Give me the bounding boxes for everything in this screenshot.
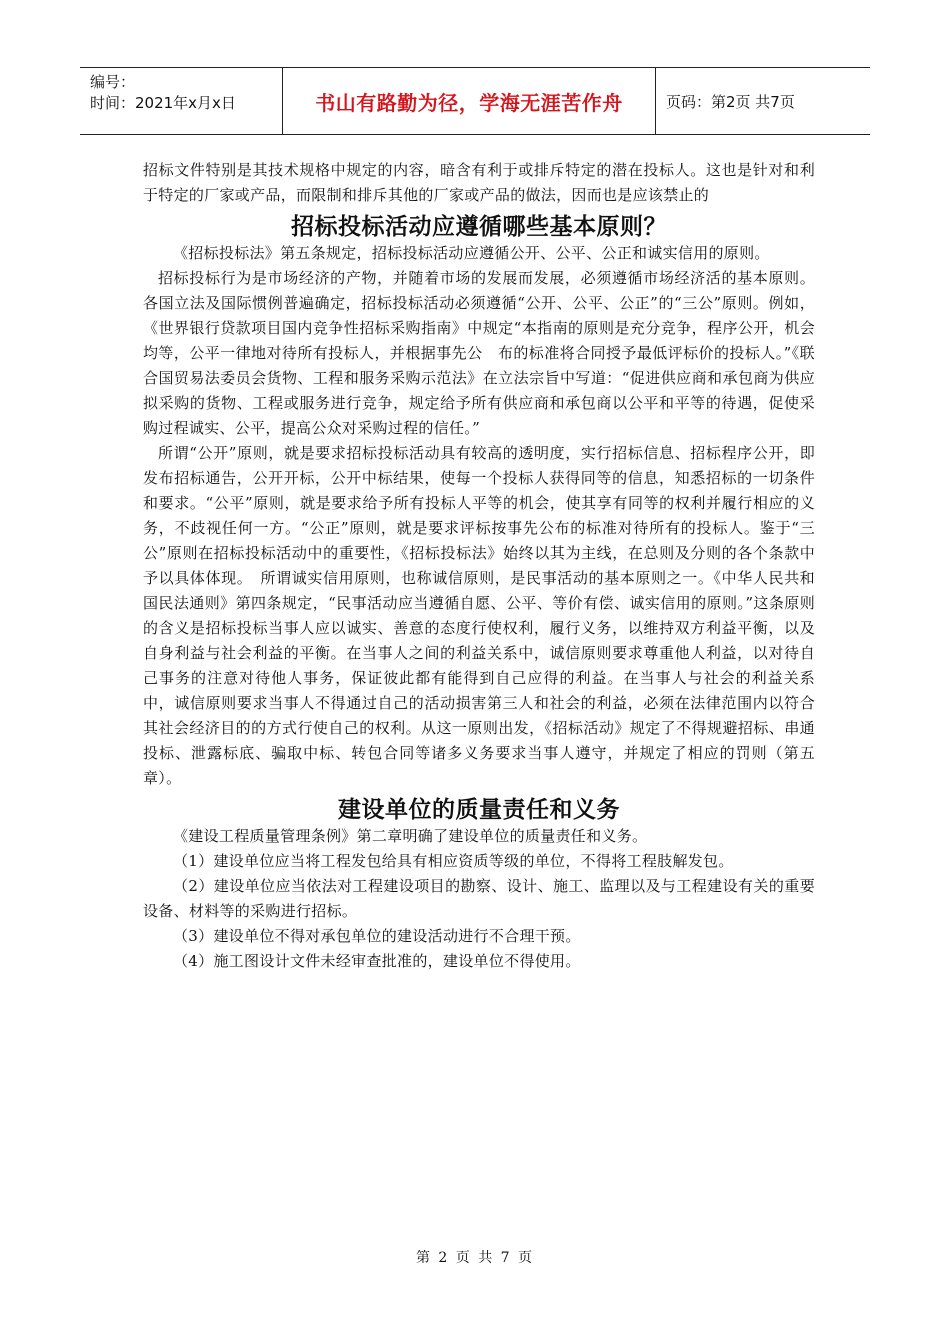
page-footer: 第 2 页 共 7 页 [415,1250,535,1266]
document-body [143,158,815,974]
header-table [80,67,870,135]
section-title-owner-quality-duties: 建设单位的质量责任和义务 [338,797,620,823]
section1-paragraph-1: 《招标投标法》第五条规定，招标投标活动应遵循公开、公平、公正和诚实信用的原则。 [173,244,770,262]
section-title-bidding-principles: 招标投标活动应遵循哪些基本原则？ [291,214,667,240]
intro-paragraph: 招标文件特别是其技术规格中规定的内容，暗含有利于或排斥特定的潜在投标人。这也是针对和利于特定的厂家或产品，而限制和排斥其他的厂家或产品的做法，因而也是应该禁止的 [143,161,815,204]
section2-paragraph-1: 《建设工程质量管理条例》第二章明确了建设单位的质量责任和义务。 [173,827,648,845]
section2-item-2: （2）建设单位应当依法对工程建设项目的勘察、设计、施工、监理以及与工程建设有关的重要设备、材料等的采购进行招标。 [143,877,815,920]
header-meta [80,68,282,134]
section2-item-1: （1）建设单位应当将工程发包给具有相应资质等级的单位，不得将工程肢解发包。 [173,852,734,870]
number-label: 编号： [90,73,136,91]
section1-paragraph-3: 所谓“公开”原则，就是要求招标投标活动具有较高的透明度，实行招标信息、招标程序公开，即发布招标通告，公开开标，公开中标结果，使每一个投标人获得同等的信息，知悉招标的一切条件和要求。“公平”原则，就是要求给予所有投标人平等的机会，使其享有同等的权利并履行相应的义务，不歧视任何一方。“公正”原则，就是要求评标按事先公布的标准对待所有的投标人。鉴于“三公”原则在招标投标活动中的重要性，《招标投标法》始终以其为主线，在总则及分则的各个条款中予以具体体现。 所谓诚实信用原则，也称诚信原则，是民事活动的基本原则之一。《中华人民共和国民法通则》第四条规定，“民事活动应当遵循自愿、公平、等价有偿、诚实信用的原则。”这条原则的含义是招标投标当事人应以诚实、善意的态度行使权利，履行义务，以维持双方利益平衡，以及自身利益与社会利益的平衡。在当事人之间的利益关系中，诚信原则要求尊重他人利益，以对待自己事务的注意对待他人事务，保证彼此都有能得到自己应得的利益。在当事人与社会的利益关系中，诚信原则要求当事人不得通过自己的活动损害第三人和社会的利益，必须在法律范围内以符合其社会经济目的的方式行使自己的权利。从这一原则出发，《招标活动》规定了不得规避招标、串通投标、泄露标底、骗取中标、转包合同等诸多义务要求当事人遵守，并规定了相应的罚则（第五章）。 [143,444,815,787]
section1-paragraph-2: 招标投标行为是市场经济的产物，并随着市场的发展而发展，必须遵循市场经济活的基本原则。各国立法及国际惯例普遍确定，招标投标活动必须遵循“公开、公平、公正”的“三公”原则。例如，《世界银行贷款项目国内竞争性招标采购指南》中规定“本指南的原则是充分竞争，程序公开，机会均等，公平一律地对待所有投标人，并根据事先公 布的标准将合同授予最低评标价的投标人。”《联合国贸易法委员会货物、工程和服务采购示范法》在立法宗旨中写道：“促进供应商和承包商为供应拟采购的货物、工程或服务进行竞争，规定给予所有供应商和承包商以公平和平等的待遇，促使采购过程诚实、公平，提高公众对采购过程的信任。” [143,269,815,437]
header-page-info: 页码：第2页 共7页 [666,92,795,111]
section2-item-4: （4）施工图设计文件未经审查批准的，建设单位不得使用。 [173,952,581,970]
date-line: 时间：2021年x月x日 [90,94,236,112]
section2-item-3: （3）建设单位不得对承包单位的建设活动进行不合理干预。 [173,927,581,945]
header-motto: 书山有路勤为径，学海无涯苦作舟 [282,68,656,134]
